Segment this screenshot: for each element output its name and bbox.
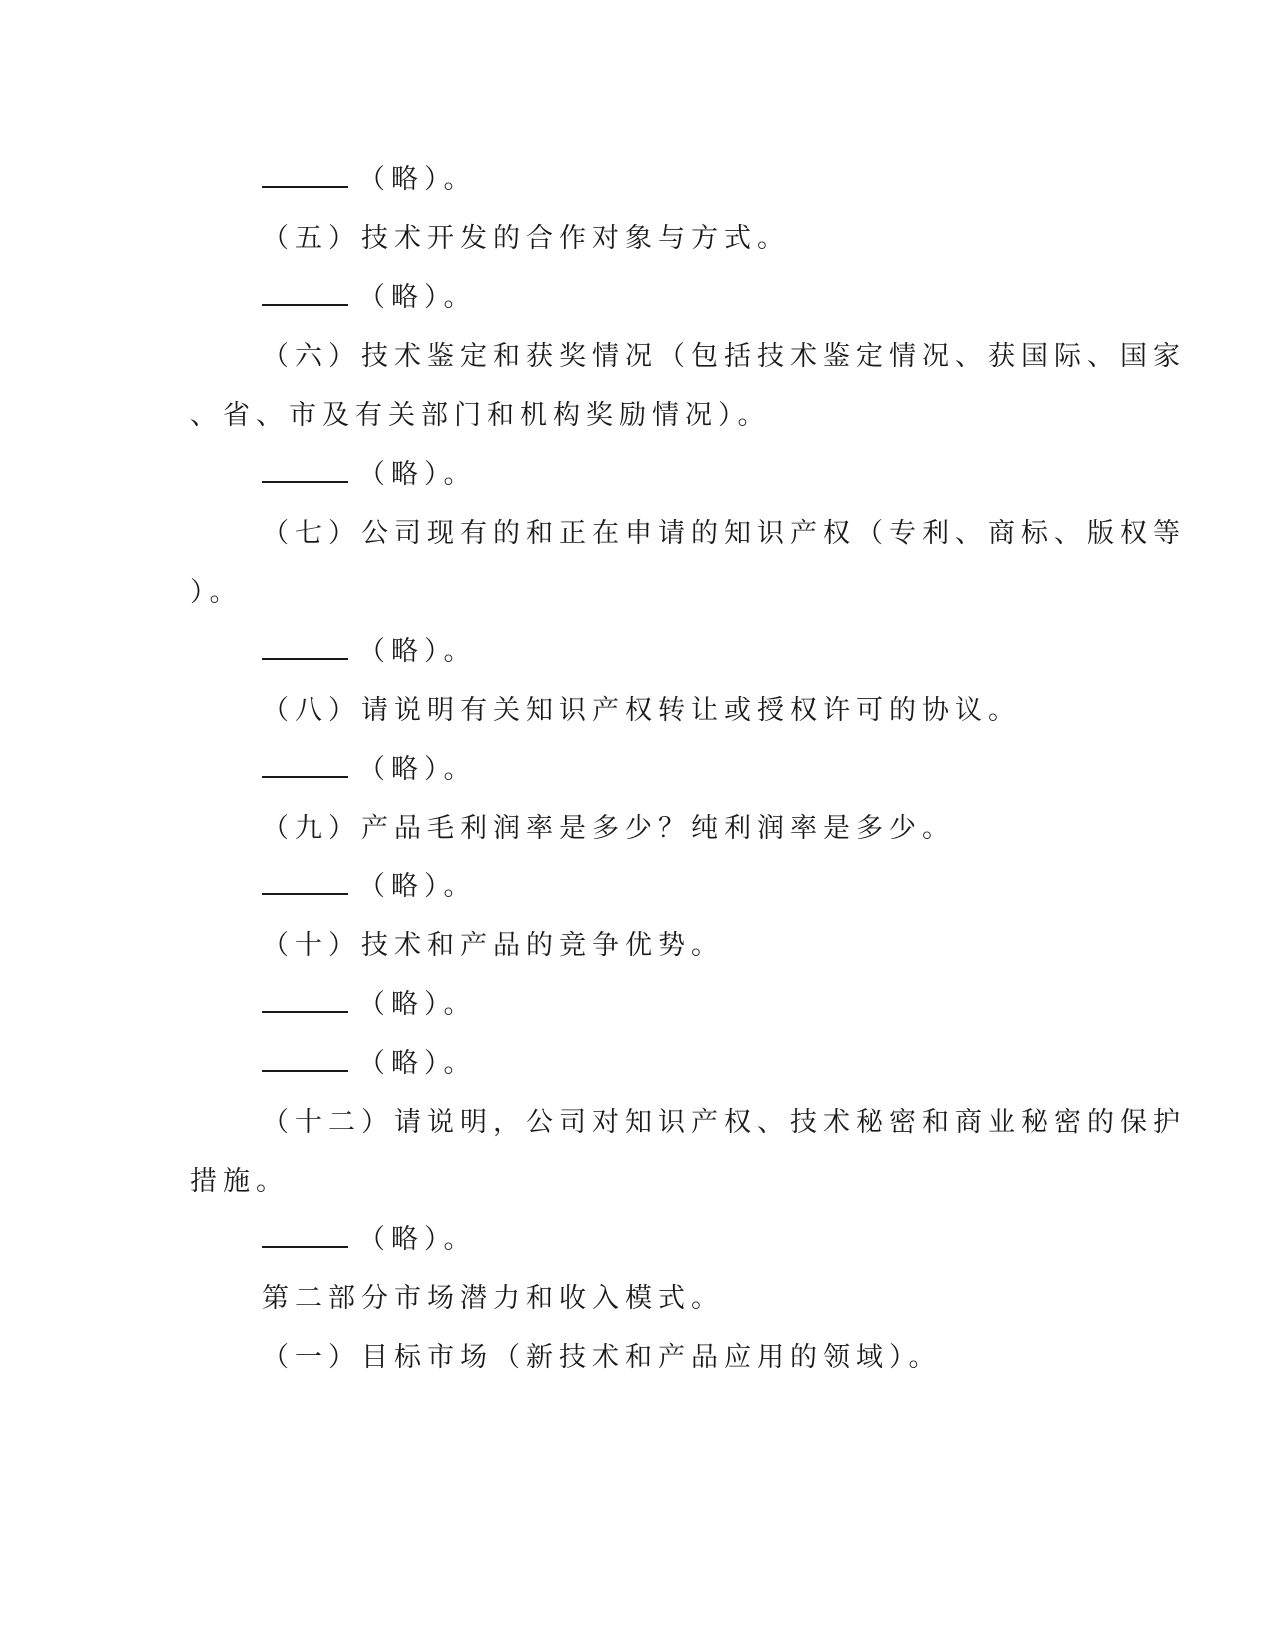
omitted-text: （略）。 [358,754,477,785]
fill-in-blank [262,457,348,483]
item-text: （十）技术和产品的竞争优势。 [262,930,724,961]
fill-in-blank [262,1222,348,1248]
omitted-text: （略）。 [358,1048,477,1079]
item-text: （十二）请说明，公司对知识产权、技术秘密和商业秘密的保护 [262,1107,1186,1138]
omitted-text: （略）。 [358,164,477,195]
section-item-1 [262,1340,1162,1376]
placeholder-line [262,752,1162,788]
item-text: （五）技术开发的合作对象与方式。 [262,223,790,254]
section-item-8 [262,693,1162,729]
item-text: 、省、市及有关部门和机构奖励情况）。 [190,400,771,431]
section-item-9 [262,811,1162,847]
fill-in-blank [262,987,348,1013]
item-text: ）。 [190,577,243,608]
placeholder-line [262,987,1162,1023]
placeholder-line [262,634,1162,670]
omitted-text: （略）。 [358,282,477,313]
section-item-12-continued [190,1164,1090,1200]
section-item-6-continued [190,398,1090,434]
omitted-text: （略）。 [358,636,477,667]
fill-in-blank [262,634,348,660]
section-item-10 [262,928,1162,964]
omitted-text: （略）。 [358,1224,477,1255]
fill-in-blank [262,280,348,306]
placeholder-line [262,1046,1162,1082]
fill-in-blank [262,869,348,895]
item-text: 措施。 [190,1166,289,1197]
item-text: （九）产品毛利润率是多少？纯利润率是多少。 [262,813,955,844]
part-heading [262,1281,1162,1317]
omitted-text: （略）。 [358,459,477,490]
placeholder-line [262,280,1162,316]
fill-in-blank [262,1046,348,1072]
section-item-7-continued [190,575,1090,611]
placeholder-line [262,457,1162,493]
omitted-text: （略）。 [358,989,477,1020]
item-text: （七）公司现有的和正在申请的知识产权（专利、商标、版权等 [262,518,1186,549]
placeholder-line [262,162,1162,198]
fill-in-blank [262,752,348,778]
section-item-6 [262,339,1186,375]
item-text: （一）目标市场（新技术和产品应用的领域）。 [262,1342,942,1373]
item-text: （六）技术鉴定和获奖情况（包括技术鉴定情况、获国际、国家 [262,341,1186,372]
placeholder-line [262,869,1162,905]
section-item-7 [262,516,1186,552]
section-item-12 [262,1105,1186,1141]
heading-text: 第二部分市场潜力和收入模式。 [262,1283,724,1314]
fill-in-blank [262,162,348,188]
omitted-text: （略）。 [358,871,477,902]
section-item-5 [262,221,1162,257]
item-text: （八）请说明有关知识产权转让或授权许可的协议。 [262,695,1021,726]
placeholder-line [262,1222,1162,1258]
